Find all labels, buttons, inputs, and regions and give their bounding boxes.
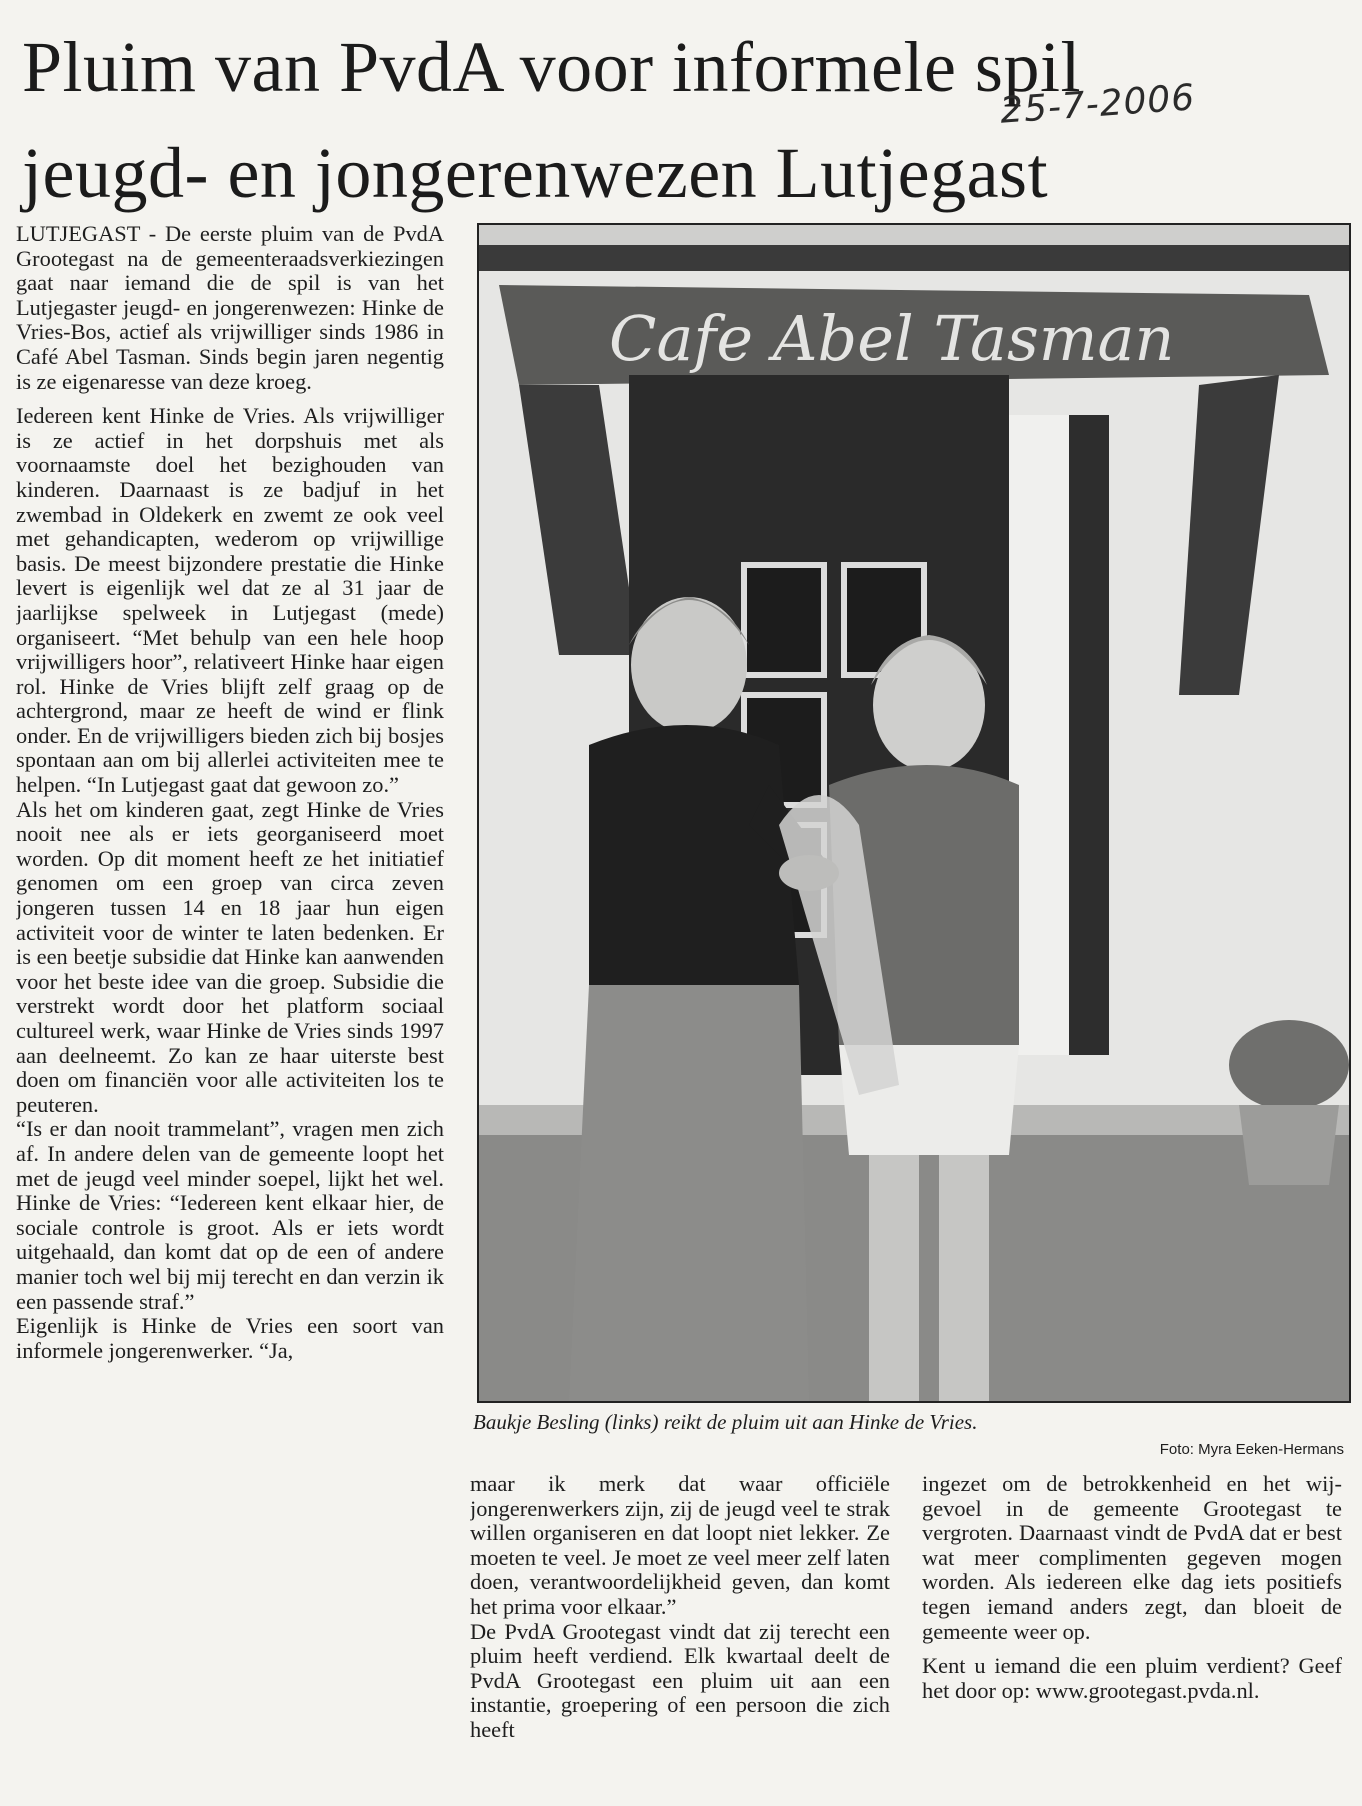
paragraph: Als het om kinderen gaat, zegt Hinke de Vries nooit nee als er iets georganiseerd moet worden. Op dit moment heeft ze het initiatief genomen om een groep van circa zeven jongeren tussen 14 en 18 jaar hun eigen activiteit voor de winter te laten bedenken. Er is een beetje subsidie dat Hinke kan aanwenden voor het beste idee van die groep. Subsidie die verstrekt wordt door het platform sociaal cultureel werk, waar Hinke de Vries sinds 1997 aan deelneemt. Zo kan ze haar uiterste best doen om financiën voor alle activiteiten los te peuteren. [16, 796, 444, 1117]
paragraph: “Is er dan nooit trammelant”, vragen men zich af. In andere delen van de gemeente loopt het met de jeugd veel minder soepel, lijkt het wel. Hinke de Vries: “Iedereen kent elkaar hier, de sociale controle is groot. Als er iets wordt uitgehaald, dan komt dat op de een of andere manier toch wel bij mij terecht en dan verzin ik een passende straf.” [16, 1116, 444, 1314]
photo-caption: Baukje Besling (links) reikt de pluim uit aan Hinke de Vries. [473, 1410, 978, 1434]
paragraph: Eigenlijk is Hinke de Vries een soort van informele jongerenwerker. “Ja, [16, 1313, 444, 1363]
paragraph: LUTJEGAST - De eerste pluim van de PvdA Grootegast na de gemeenteraadsverkiezingen gaat naar iemand die de spil is van het Lutjegaster jeugd- en jongerenwezen: Hinke de Vries-Bos, actief als vrijwilliger sinds 1986 in Café Abel Tasman. Sinds begin jaren negentig is ze eigenaresse van deze kroeg. [16, 222, 444, 394]
paragraph: ingezet om de betrokkenheid en het wij-gevoel in de gemeente Grootegast te vergroten. Daarnaast vindt de PvdA dat er best wat meer complimenten gegeven mogen worden. Als iedereen elke dag iets positiefs tegen iemand anders zegt, dan bloeit de gemeente weer op. [922, 1472, 1342, 1644]
article-column-1 [16, 222, 444, 1806]
photo-credit: Foto: Myra Eeken-Hermans [1159, 1441, 1344, 1458]
news-photo [477, 223, 1351, 1403]
paragraph: De PvdA Grootegast vindt dat zij terecht een pluim heeft verdiend. Elk kwartaal deelt de PvdA Grootegast een pluim uit aan een instantie, groepering of een persoon die zich heeft [470, 1618, 890, 1742]
article-column-3 [922, 1472, 1342, 1806]
paragraph: Iedereen kent Hinke de Vries. Als vrijwilliger is ze actief in het dorpshuis met als voornaamste doel het bezighouden van kinderen. Daarnaast is ze badjuf in het zwembad in Oldekerk en zwemt ze ook veel met gehandicapten, wederom op vrijwillige basis. De meest bijzondere prestatie die Hinke levert is eigenlijk wel dat ze al 31 jaar de jaarlijkse spelweek in Lutjegast (mede) organiseert. “Met behulp van een hele hoop vrijwilligers hoor”, relativeert Hinke haar eigen rol. Hinke de Vries blijft zelf graag op de achtergrond, maar ze heeft de wind er flink onder. En de vrijwilligers bieden zich bij bosjes spontaan aan om bij allerlei activiteiten mee te helpen. “In Lutjegast gaat dat gewoon zo.” [16, 403, 444, 798]
headline-line-2: jeugd- en jongerenwezen Lutjegast [22, 133, 1049, 213]
paragraph: maar ik merk dat waar officiële jongerenwerkers zijn, zij de jeugd veel te strak willen organiseren en dat loopt niet lekker. Ze moeten te veel. Je moet ze veel meer zelf laten doen, verantwoordelijkheid geven, dan komt het prima voor elkaar.” [470, 1472, 890, 1619]
handwritten-date: 25-7-2006 [998, 77, 1197, 132]
article-column-2 [470, 1472, 890, 1806]
photo-illustration [479, 225, 1349, 1401]
headline-line-1: Pluim van PvdA voor informele spil [22, 27, 1081, 107]
paragraph: Kent u iemand die een pluim verdient? Geef het door op: www.grootegast.pvda.nl. [922, 1653, 1342, 1703]
cafe-sign: Cafe Abel Tasman [609, 302, 1175, 375]
